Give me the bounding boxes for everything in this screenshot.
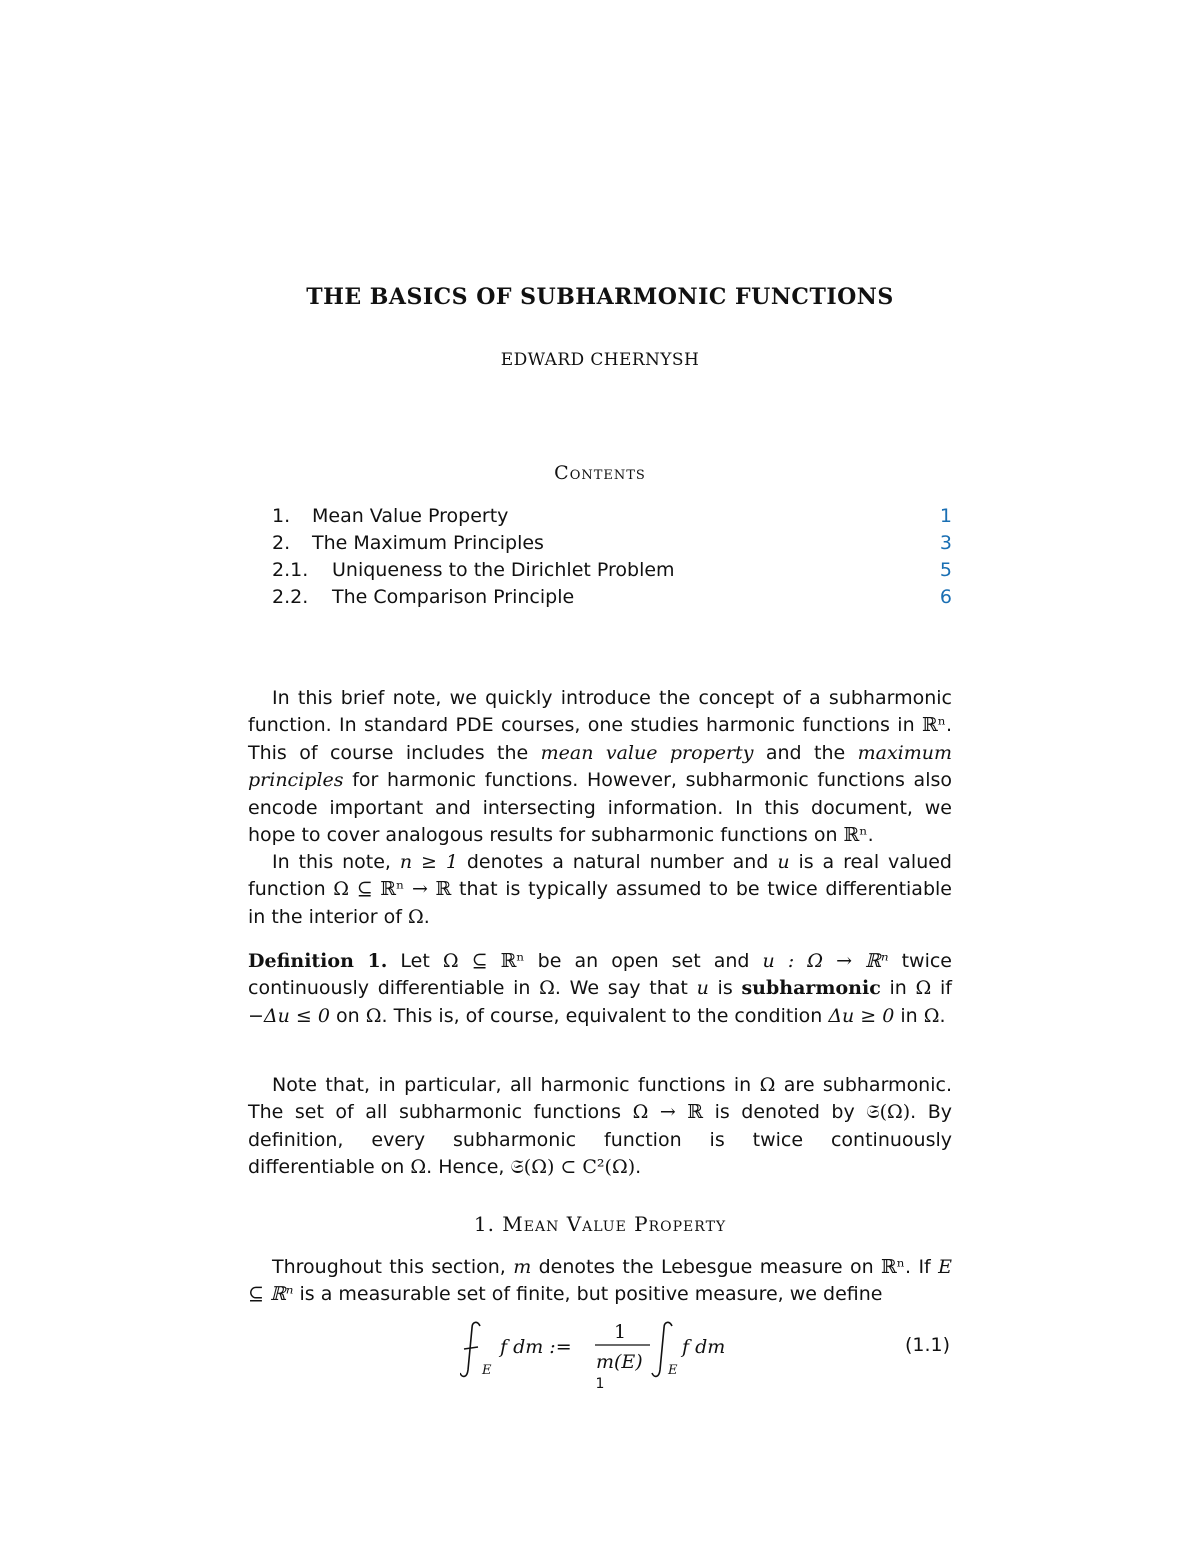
defined-term: subharmonic — [741, 977, 881, 1000]
contents-heading: Contents — [554, 462, 646, 484]
average-bar-icon — [464, 1347, 478, 1349]
equation-number: (1.1) — [905, 1334, 951, 1356]
toc-entry-number: 2.2. — [272, 586, 309, 608]
toc-page-link[interactable]: 5 — [939, 559, 952, 581]
toc-page-link[interactable]: 6 — [939, 586, 952, 608]
toc-entry-number: 2.1. — [272, 559, 309, 581]
section-heading: 1. Mean Value Property — [473, 1212, 727, 1236]
definition-block: Definition 1. Let Ω ⊆ ℝⁿ be an open set and u : Ω → ℝⁿ twice continuously differentiable in Ω. We say that u is subharmonic in Ω if −Δu ≤ 0 on Ω. This is, of course, equivalent to the condition Δu ≥ 0 in Ω. — [248, 950, 952, 1027]
rhs-subscript: E — [668, 1363, 678, 1378]
toc-entry-number: 2. — [272, 532, 291, 554]
toc-entry-title: The Maximum Principles — [312, 532, 544, 554]
toc-entry-title: The Comparison Principle — [332, 586, 575, 608]
toc-page-link[interactable]: 1 — [939, 505, 952, 527]
toc-entry-title: Mean Value Property — [312, 505, 509, 527]
definition-label: Definition 1. — [248, 950, 388, 972]
toc-entry[interactable] — [272, 557, 952, 584]
toc-page-link[interactable]: 3 — [939, 532, 952, 554]
notation-paragraph: In this note, n ≥ 1 denotes a natural number and u is a real valued function Ω ⊆ ℝⁿ → ℝ that is typically assumed to be twice differentiable in the interior of Ω. — [248, 851, 952, 928]
lhs-subscript: E — [482, 1363, 492, 1378]
page-number: 1 — [595, 1376, 605, 1392]
intro-paragraph: In this brief note, we quickly introduce the concept of a subharmonic function. In standard PDE courses, one studies harmonic functions in ℝⁿ. This of course includes the mean value property and the maximum principles for harmonic functions. However, subharmonic functions also encode important and intersecting information. In this document, we hope to cover analogous results for subharmonic functions on ℝⁿ. — [248, 687, 952, 847]
integral-sign-icon — [460, 1322, 480, 1376]
note-paragraph: Note that, in particular, all harmonic functions in Ω are subharmonic. The set of all subharmonic functions Ω → ℝ is denoted by 𝔖(Ω). By definition, every subharmonic function is twice continuously differentiable on Ω. Hence, 𝔖(Ω) ⊂ C²(Ω). — [248, 1074, 952, 1179]
paper-title: THE BASICS OF SUBHARMONIC FUNCTIONS — [306, 284, 894, 310]
fraction-denominator: m(E) — [596, 1351, 643, 1373]
toc-entry[interactable] — [272, 530, 952, 557]
lhs-integrand: f dm := — [500, 1336, 572, 1358]
toc-entry-number: 1. — [272, 505, 291, 527]
fraction-numerator: 1 — [614, 1321, 627, 1343]
rhs-integrand: f dm — [682, 1336, 726, 1358]
toc-entry[interactable] — [272, 584, 952, 611]
section-paragraph: Throughout this section, m denotes the Lebesgue measure on ℝⁿ. If E ⊆ ℝⁿ is a measurable set of finite, but positive measure, we define — [248, 1256, 952, 1306]
table-of-contents — [272, 503, 952, 611]
author-name: EDWARD CHERNYSH — [500, 350, 700, 370]
toc-entry-title: Uniqueness to the Dirichlet Problem — [332, 559, 675, 581]
toc-entry[interactable] — [272, 503, 952, 530]
